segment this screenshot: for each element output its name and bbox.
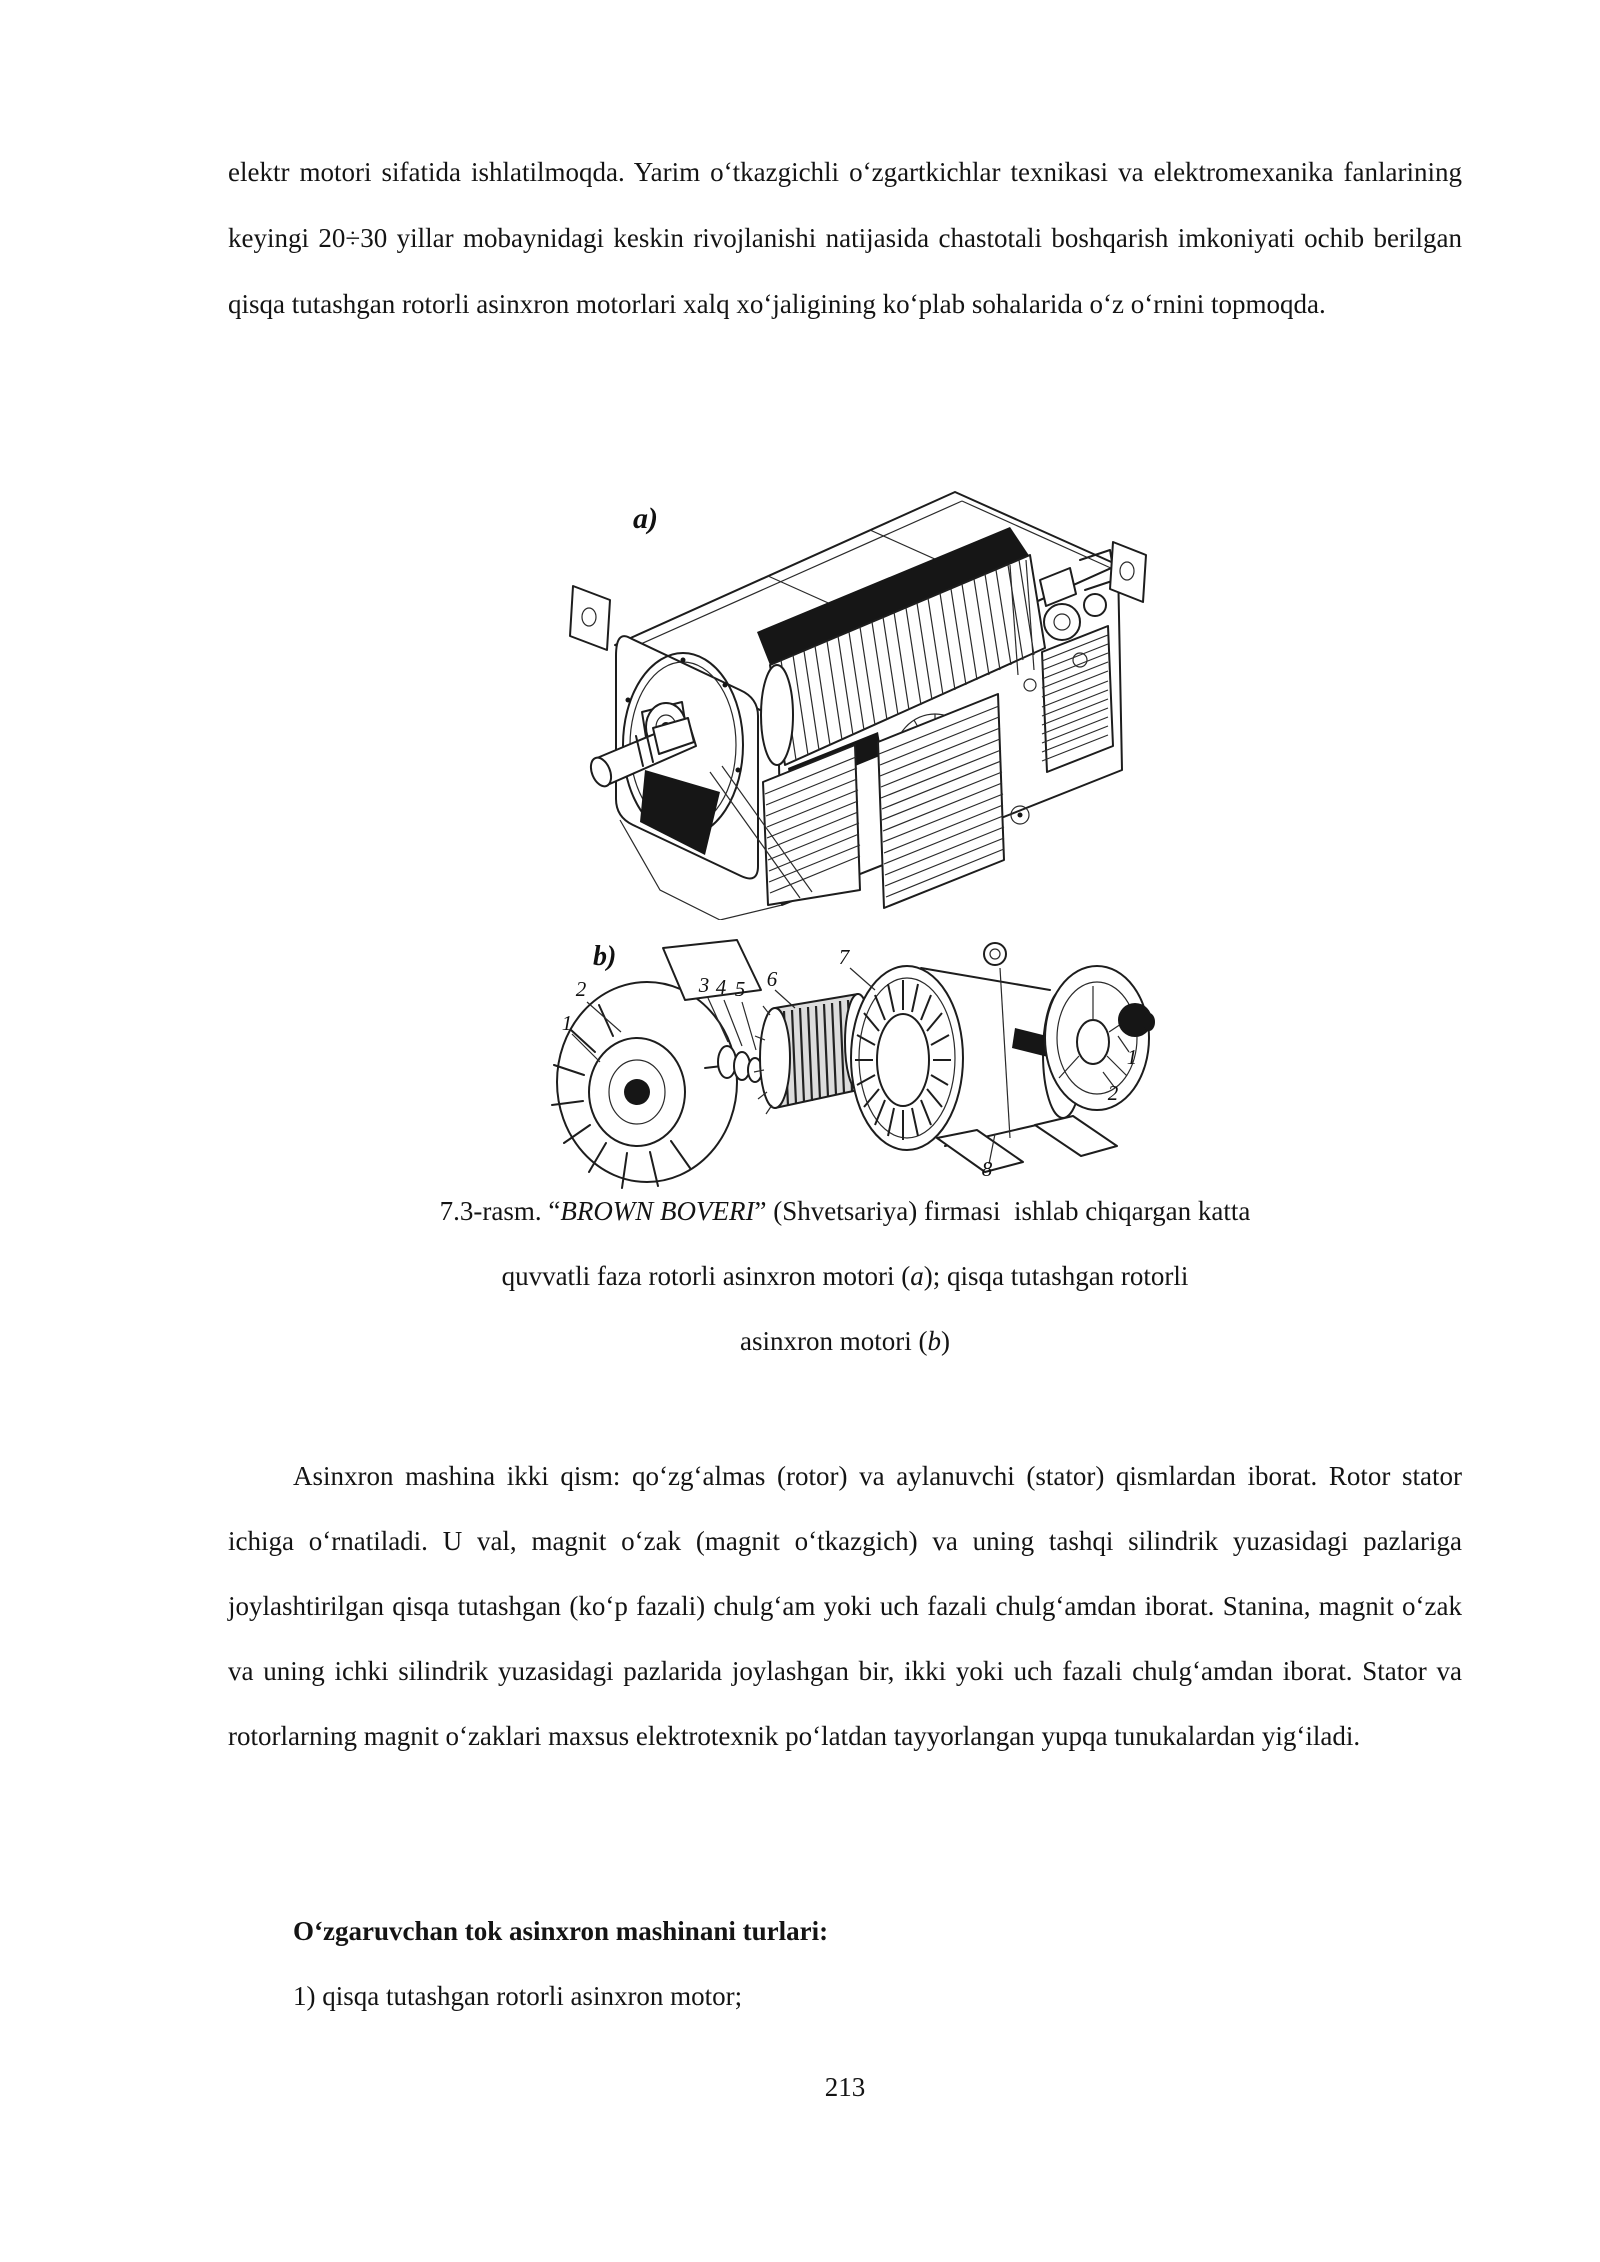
- caption-text: ” (Shvetsariya) firmasi ishlab chiqargan katta: [754, 1196, 1251, 1226]
- part-number-8: 8: [981, 1157, 993, 1181]
- figure-a-illustration: [470, 470, 1150, 920]
- part-number-1-left: 1: [561, 1011, 573, 1035]
- figure-b: [475, 920, 1155, 1190]
- list-item-1: [228, 1964, 1527, 2029]
- part-number-2-left: 2: [575, 977, 587, 1001]
- part-number-7: 7: [838, 945, 850, 969]
- caption-brand-italic: BROWN BOVERI: [560, 1196, 755, 1226]
- section-heading-text: Oʻzgaruvchan tok asinxron mashinani turlari:: [293, 1916, 829, 1946]
- part-number-6: 6: [766, 967, 778, 991]
- part-number-3: 3: [698, 973, 710, 997]
- figure-caption: [228, 1179, 1462, 1374]
- part-number-1-right: 1: [1126, 1045, 1138, 1069]
- paragraph-machine-parts: [228, 1444, 1462, 1769]
- figure-b-label: b): [593, 941, 617, 972]
- figure-b-drive-end-shield: [1045, 966, 1155, 1110]
- caption-text: 7.3-rasm. “: [439, 1196, 561, 1226]
- part-number-5: 5: [734, 977, 746, 1001]
- paragraph-intro: [228, 139, 1462, 337]
- paragraph-intro-text: elektr motori sifatida ishlatilmoqda. Yarim oʻtkazgichli oʻzgartkichlar texnikasi va elektromexanika fanlarining keyingi 20÷30 yillar mobaynidagi keskin rivojlanishi natijasida chastotali boshqarish imkoniyati ochib berilgan qisqa tutashgan rotorli asinxron motorlari xalq xoʻjaligining koʻplab sohalarida oʻz oʻrnini topmoqda.: [228, 157, 1462, 319]
- section-heading: [228, 1899, 1527, 1964]
- figure-a-label: a): [633, 502, 658, 535]
- page-number-text: 213: [824, 2072, 866, 2102]
- figure-b-illustration: [475, 920, 1155, 1190]
- figure-caption-line-3: [228, 1309, 1462, 1374]
- part-number-2-right: 2: [1107, 1081, 1119, 1105]
- caption-ref-a-italic: a: [910, 1261, 924, 1291]
- paragraph-machine-parts-text: Asinxron mashina ikki qism: qoʻzgʻalmas (rotor) va aylanuvchi (stator) qismlardan iborat. Rotor stator ichiga oʻrnatiladi. U val, magnit oʻzak (magnit oʻtkazgich) va uning tashqi silindrik yuzasidagi pazlariga joylashtirilgan qisqa tutashgan (koʻp fazali) chulgʻam yoki uch fazali chulgʻamdan iborat. Stanina, magnit oʻzak va uning ichki silindrik yuzasidagi pazlarida joylashgan bir, ikki yoki uch fazali chulgʻamdan iborat. Stator va rotorlarning magnit oʻzaklari maxsus elektrotexnik poʻlatdan tayyorlangan yupqa tunukalardan yigʻiladi.: [228, 1461, 1462, 1751]
- page-number: [228, 2055, 1462, 2120]
- caption-text: ); qisqa tutashgan rotorli: [923, 1261, 1189, 1291]
- part-number-4: 4: [715, 975, 727, 999]
- caption-text: ): [940, 1326, 950, 1356]
- figure-a: [470, 470, 1150, 920]
- figure-caption-line-1: [228, 1179, 1462, 1244]
- list-item-1-text: 1) qisqa tutashgan rotorli asinxron motor;: [293, 1981, 743, 2011]
- figure-caption-line-2: [228, 1244, 1462, 1309]
- caption-text: quvvatli faza rotorli asinxron motori (: [501, 1261, 911, 1291]
- caption-text: asinxron motori (: [740, 1326, 928, 1356]
- caption-ref-b-italic: b: [927, 1326, 941, 1356]
